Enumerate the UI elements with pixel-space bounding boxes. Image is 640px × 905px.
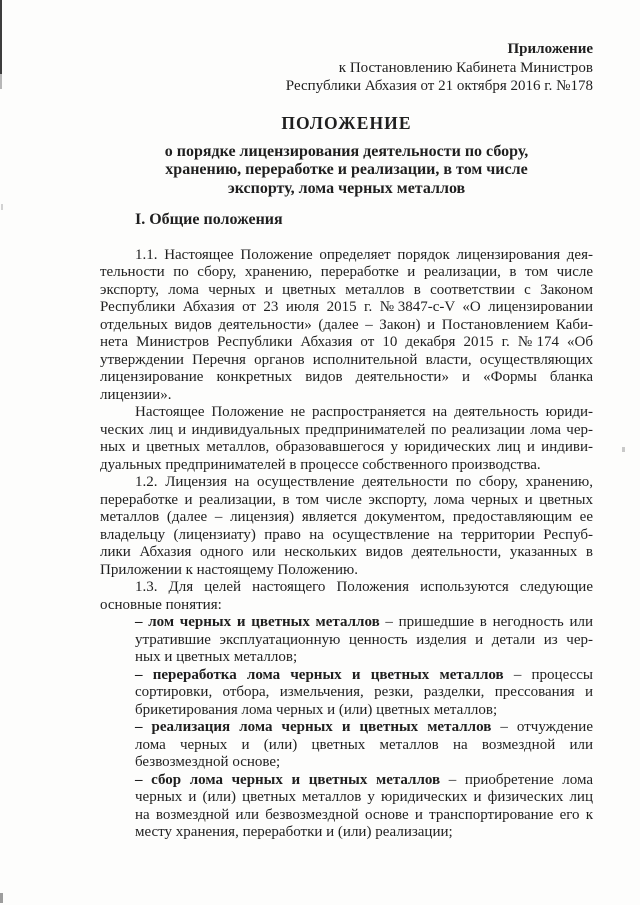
scan-artifact-right-speck <box>622 447 625 452</box>
text-line: переработке и реализации, в том числе экспорту, лома черных и цветных <box>100 491 593 508</box>
header-line: к Постановлению Кабинета Министров <box>338 59 593 76</box>
document-header <box>100 40 593 96</box>
text-line: лома черных и (или) цветных металлов на возмездной или <box>135 736 593 753</box>
text-line: сортировки, отбора, измельчения, резки, разделки, прессования и <box>135 684 593 700</box>
text-line: отдельных видов деятельности» (далее – Закон) и Постановлением Каби- <box>100 316 593 333</box>
text-line: черных и (или) цветных металлов у юридических и физических лиц <box>135 789 593 805</box>
text-line: Приложении к настоящему Положению. <box>100 561 359 578</box>
scan-artifact-left-edge-fade <box>0 74 2 89</box>
text-line: лицензии». <box>100 386 172 403</box>
text-line: – переработка лома черных и цветных металлов – процессы <box>135 666 593 683</box>
scan-artifact-left-speck <box>1 204 3 210</box>
definition-term: – сбор лома черных и цветных металлов <box>135 771 441 788</box>
text-line: лики Абхазия одного или нескольких видов деятельности, указанных в <box>100 544 593 560</box>
text-line: дуальных предпринимателей в процессе собственного производства. <box>100 456 541 473</box>
scan-artifact-left-edge <box>0 0 2 74</box>
text-line: лицензирование конкретных видов деятельности» и «Формы бланка <box>100 369 593 385</box>
text-line: 1.3. Для целей настоящего Положения используются следующие <box>135 579 593 595</box>
definition-item <box>135 614 593 667</box>
header-line: Приложение <box>507 41 593 57</box>
document-title: ПОЛОЖЕНИЕ <box>281 112 412 133</box>
subtitle-line: экспорту, лома черных металлов <box>227 179 466 197</box>
paragraph <box>100 404 593 474</box>
paragraph <box>100 579 593 614</box>
definition-item <box>135 772 593 842</box>
text-line: утратившие эксплуатационную ценность изделия и детали из чер- <box>135 631 593 648</box>
definition-term: – реализация лома черных и цветных металлов <box>135 719 492 735</box>
text-line: 1.1. Настоящее Положение определяет порядок лицензирования дея- <box>135 246 593 263</box>
paragraph <box>100 247 593 405</box>
text-line: ных и цветных металлов, образовавшегося у юридических лиц и индиви- <box>100 439 593 455</box>
definition-term: – переработка лома черных и цветных металлов <box>135 666 504 683</box>
text-line: владельцу (лицензиату) право на осуществление на территории Респуб- <box>100 526 593 543</box>
text-line: брикетирования лома черных и (или) цветных металлов; <box>135 701 498 718</box>
header-line: Республики Абхазия от 21 октября 2016 г. №178 <box>285 78 593 94</box>
definition-term: – лом черных и цветных металлов <box>135 614 380 630</box>
scan-artifact-bottom-left-speck <box>0 893 3 903</box>
text-line: ческих лиц и индивидуальных предпринимателей по реализации лома чер- <box>100 421 593 438</box>
subtitle-line: хранению, переработке и реализации, в том числе <box>165 161 528 178</box>
paragraph <box>100 474 593 579</box>
text-line: Республики Абхазия от 23 июля 2015 г. №3847-с-V «О лицензировании <box>100 299 593 315</box>
text-line: месту хранения, переработки и (или) реализации; <box>135 824 453 840</box>
text-line: безвозмездной основе; <box>135 754 281 770</box>
text-line: – лом черных и цветных металлов – пришедшие в негодность или <box>135 614 593 630</box>
definition-item <box>135 719 593 772</box>
text-line: тельности по сбору, хранению, переработке и реализации, в том числе <box>100 264 593 280</box>
document-body <box>100 247 593 842</box>
definition-item <box>135 667 593 720</box>
text-line: – реализация лома черных и цветных металлов – отчуждение <box>135 719 593 735</box>
text-line: нета Министров Республики Абхазия от 10 декабря 2015 г. №174 «Об <box>100 334 593 350</box>
text-line: ных и цветных металлов; <box>135 649 298 665</box>
text-line: Настоящее Положение не распространяется на деятельность юриди- <box>135 404 593 420</box>
section-heading: I. Общие положения <box>135 211 283 228</box>
document-subtitle <box>100 143 593 199</box>
text-line: основные понятия: <box>100 596 222 613</box>
subtitle-line: о порядке лицензирования деятельности по сбору, <box>164 142 529 160</box>
text-line: на возмездной или безвозмездной основе и транспортирование его к <box>135 806 593 823</box>
text-line: металлов (далее – лицензия) является документом, предоставляющим ее <box>100 509 593 525</box>
text-line: 1.2. Лицензия на осуществление деятельности по сбору, хранению, <box>135 474 593 490</box>
text-line: экспорту, лома черных и цветных металлов в соответствии с Законом <box>100 281 593 298</box>
text-line: – сбор лома черных и цветных металлов – приобретение лома <box>135 771 593 788</box>
text-line: утверждении Перечня органов исполнительной власти, осуществляющих <box>100 351 593 368</box>
